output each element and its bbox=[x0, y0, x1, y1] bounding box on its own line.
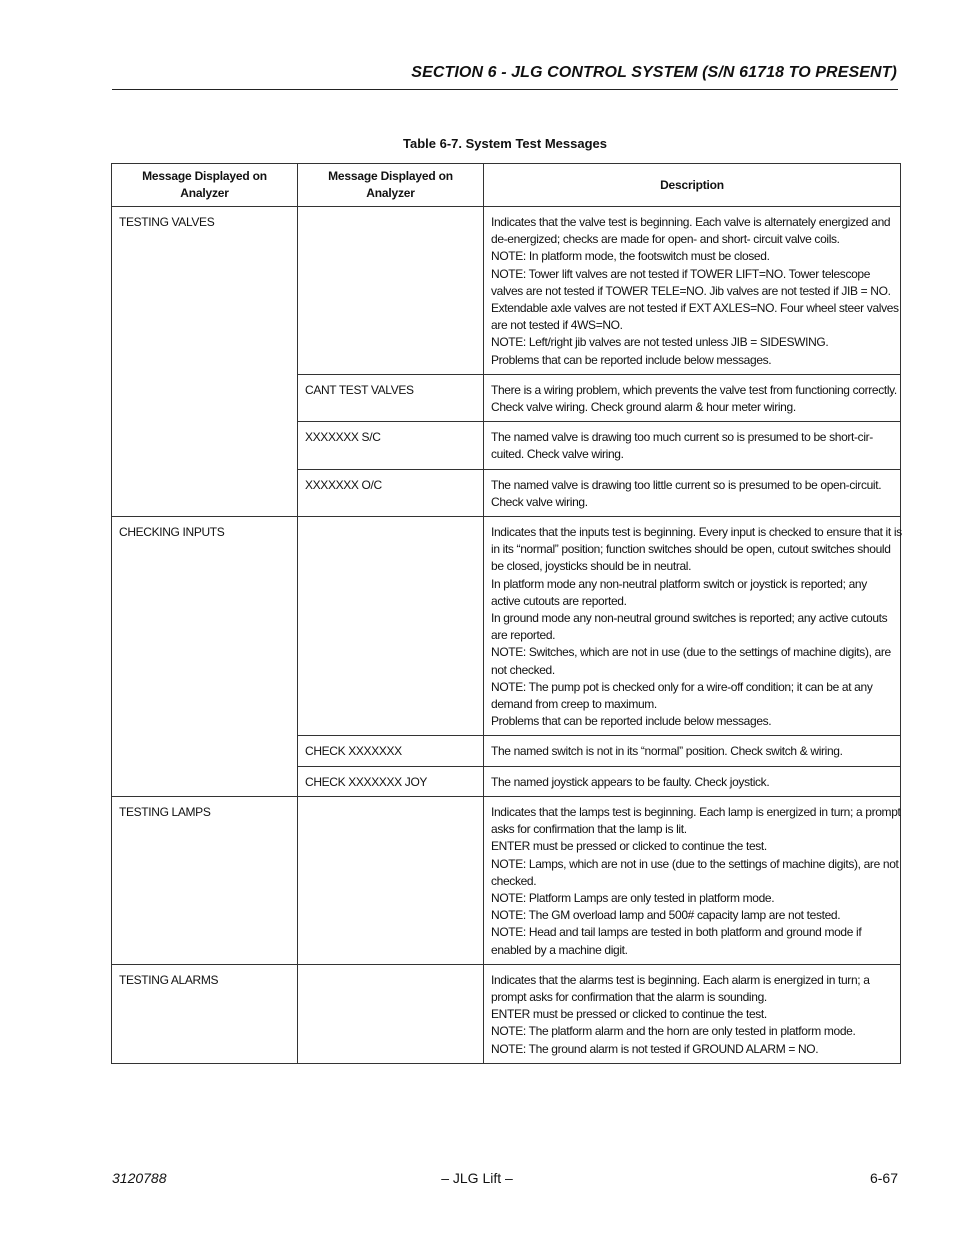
cell-sub-message: XXXXXXX S/C bbox=[298, 422, 484, 469]
column-header-analyzer-sub: Message Displayed on Analyzer bbox=[298, 164, 484, 207]
column-header-description: Description bbox=[484, 164, 901, 207]
description-line: NOTE: Platform Lamps are only tested in platform mode. bbox=[491, 890, 775, 905]
cell-main-message: CHECKING INPUTS bbox=[112, 517, 298, 797]
cell-sub-message: CHECK XXXXXXX bbox=[298, 736, 484, 766]
description-line: checked. bbox=[491, 873, 537, 888]
cell-main-message: TESTING LAMPS bbox=[112, 796, 298, 964]
description-line: be closed, joysticks should be in neutral. bbox=[491, 559, 692, 574]
description-line: not checked. bbox=[491, 662, 555, 677]
description-line: NOTE: Head and tail lamps are tested in both platform and ground mode if bbox=[491, 925, 862, 940]
description-line: The named joystick appears to be faulty. Check joystick. bbox=[491, 774, 770, 789]
footer-page-number: 6-67 bbox=[869, 1170, 898, 1186]
table-row bbox=[112, 517, 901, 736]
description-line: In platform mode any non-neutral platform switch or joystick is reported; any bbox=[491, 576, 867, 591]
description-line: NOTE: Tower lift valves are not tested if TOWER LIFT=NO. Tower telescope bbox=[491, 266, 871, 281]
description-line: There is a wiring problem, which prevents the valve test from functioning correctly. bbox=[491, 382, 897, 397]
table-header-row bbox=[112, 164, 901, 207]
cell-description bbox=[484, 422, 901, 469]
cell-description bbox=[484, 517, 901, 736]
table-title: Table 6-7. System Test Messages bbox=[402, 136, 607, 151]
description-line: The named valve is drawing too little current so is presumed to be open-circuit. bbox=[491, 477, 882, 492]
description-line: are not tested if 4WS=NO. bbox=[491, 318, 623, 333]
description-line: asks for confirmation that the lamp is lit. bbox=[491, 822, 687, 837]
description-line: NOTE: Switches, which are not in use (due to the settings of machine digits), are bbox=[491, 645, 891, 660]
description-line: NOTE: Left/right jib valves are not tested unless JIB = SIDESWING. bbox=[491, 335, 829, 350]
description-line: Check valve wiring. bbox=[491, 494, 588, 509]
cell-sub-message bbox=[298, 207, 484, 375]
description-line: The named switch is not in its “normal” position. Check switch & wiring. bbox=[491, 744, 843, 759]
description-line: NOTE: The pump pot is checked only for a wire-off condition; it can be at any bbox=[491, 679, 873, 694]
description-line: active cutouts are reported. bbox=[491, 593, 627, 608]
cell-sub-message bbox=[298, 796, 484, 964]
description-line: enabled by a machine digit. bbox=[491, 942, 628, 957]
description-line: prompt asks for confirmation that the alarm is sounding. bbox=[491, 989, 767, 1004]
section-title: SECTION 6 - JLG CONTROL SYSTEM (S/N 61718 TO PRESENT) bbox=[411, 64, 897, 81]
cell-sub-message bbox=[298, 964, 484, 1063]
description-line: NOTE: The ground alarm is not tested if GROUND ALARM = NO. bbox=[491, 1041, 819, 1056]
column-header-analyzer-main: Message Displayed on Analyzer bbox=[112, 164, 298, 207]
description-line: Indicates that the alarms test is beginning. Each alarm is energized in turn; a bbox=[491, 972, 870, 987]
description-line: Indicates that the lamps test is beginning. Each lamp is energized in turn; a prompt bbox=[491, 804, 901, 819]
header-divider bbox=[112, 89, 898, 90]
table-row bbox=[112, 964, 901, 1063]
cell-sub-message bbox=[298, 517, 484, 736]
cell-description bbox=[484, 736, 901, 766]
cell-main-message: TESTING ALARMS bbox=[112, 964, 298, 1063]
cell-main-message: TESTING VALVES bbox=[112, 207, 298, 517]
description-line: de-energized; checks are made for open- and short- circuit valve coils. bbox=[491, 232, 840, 247]
description-line: NOTE: The GM overload lamp and 500# capacity lamp are not tested. bbox=[491, 908, 841, 923]
table-body bbox=[112, 207, 901, 1064]
description-line: NOTE: In platform mode, the footswitch must be closed. bbox=[491, 249, 770, 264]
cell-sub-message: CHECK XXXXXXX JOY bbox=[298, 766, 484, 796]
description-line: Indicates that the valve test is beginning. Each valve is alternately energized and bbox=[491, 215, 891, 229]
cell-description bbox=[484, 207, 901, 375]
description-line: Indicates that the inputs test is beginning. Every input is checked to ensure that it is bbox=[491, 525, 902, 540]
cell-sub-message: CANT TEST VALVES bbox=[298, 374, 484, 421]
table-row bbox=[112, 207, 901, 375]
footer-doc-number: 3120788 bbox=[112, 1170, 167, 1186]
cell-description bbox=[484, 766, 901, 796]
description-line: Problems that can be reported include below messages. bbox=[491, 714, 772, 729]
cell-description bbox=[484, 374, 901, 421]
cell-description bbox=[484, 964, 901, 1063]
description-line: Extendable axle valves are not tested if EXT AXLES=NO. Four wheel steer valves bbox=[491, 301, 899, 316]
description-line: in its “normal” position; function switches should be open, cutout switches should bbox=[491, 542, 891, 557]
description-line: Check valve wiring. Check ground alarm & hour meter wiring. bbox=[491, 400, 796, 415]
cell-sub-message: XXXXXXX O/C bbox=[298, 469, 484, 516]
description-line: demand from creep to maximum. bbox=[491, 697, 657, 712]
description-line: ENTER must be pressed or clicked to continue the test. bbox=[491, 839, 767, 854]
footer-publisher: – JLG Lift – bbox=[441, 1170, 513, 1186]
description-line: valves are not tested if TOWER TELE=NO. Jib valves are not tested if JIB = NO. bbox=[491, 283, 891, 298]
system-test-messages-table bbox=[111, 163, 901, 1064]
description-line: The named valve is drawing too much current so is presumed to be short-cir- bbox=[491, 430, 873, 445]
description-line: NOTE: Lamps, which are not in use (due to the settings of machine digits), are not bbox=[491, 856, 899, 871]
cell-description bbox=[484, 796, 901, 964]
cell-description bbox=[484, 469, 901, 516]
table-row bbox=[112, 796, 901, 964]
description-line: ENTER must be pressed or clicked to continue the test. bbox=[491, 1007, 767, 1022]
description-line: In ground mode any non-neutral ground switches is reported; any active cutouts bbox=[491, 611, 888, 626]
description-line: Problems that can be reported include below messages. bbox=[491, 352, 772, 367]
description-line: NOTE: The platform alarm and the horn are only tested in platform mode. bbox=[491, 1024, 856, 1039]
description-line: are reported. bbox=[491, 628, 556, 643]
description-line: cuited. Check valve wiring. bbox=[491, 447, 624, 462]
